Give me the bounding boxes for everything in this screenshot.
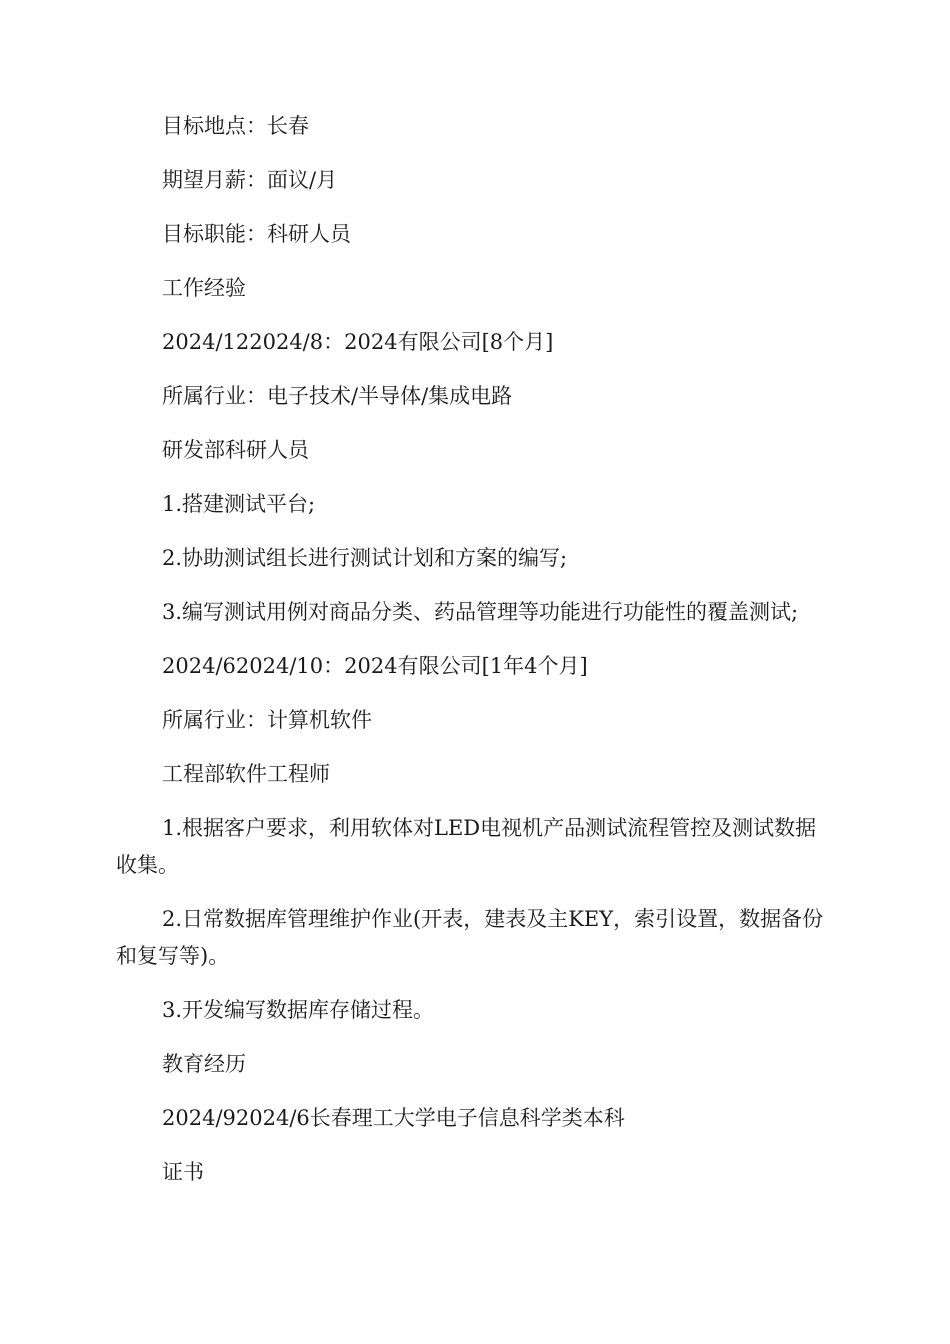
job-1-title: 研发部科研人员 [162, 438, 309, 462]
job-1-duty-3: 3.编写测试用例对商品分类、药品管理等功能进行功能性的覆盖测试; [162, 600, 799, 624]
job-2-period: 2024/62024/10：2024有限公司[1年4个月] [162, 654, 588, 678]
target-function: 目标职能：科研人员 [162, 222, 351, 246]
section-heading-certificates: 证书 [162, 1160, 204, 1184]
expected-salary: 期望月薪：面议/月 [162, 168, 338, 192]
section-heading-work-experience: 工作经验 [162, 276, 246, 300]
job-2-duty-1: 1.根据客户要求，利用软体对LED电视机产品测试流程管控及测试数据收集。 [116, 816, 817, 877]
job-2-title: 工程部软件工程师 [162, 762, 330, 786]
job-1-period: 2024/122024/8：2024有限公司[8个月] [162, 330, 554, 354]
target-location: 目标地点：长春 [162, 114, 309, 138]
job-2-duty-2: 2.日常数据库管理维护作业(开表，建表及主KEY，索引设置，数据备份和复写等)。 [116, 907, 824, 968]
job-2-industry: 所属行业：计算机软件 [162, 708, 372, 732]
job-1-industry: 所属行业：电子技术/半导体/集成电路 [162, 384, 513, 408]
education-entry: 2024/92024/6长春理工大学电子信息科学类本科 [162, 1106, 625, 1130]
job-1-duty-2: 2.协助测试组长进行测试计划和方案的编写; [162, 546, 568, 570]
job-1-duty-1: 1.搭建测试平台; [162, 492, 316, 516]
section-heading-education: 教育经历 [162, 1052, 246, 1076]
resume-body [116, 108, 836, 1208]
job-2-duty-3: 3.开发编写数据库存储过程。 [162, 998, 435, 1022]
